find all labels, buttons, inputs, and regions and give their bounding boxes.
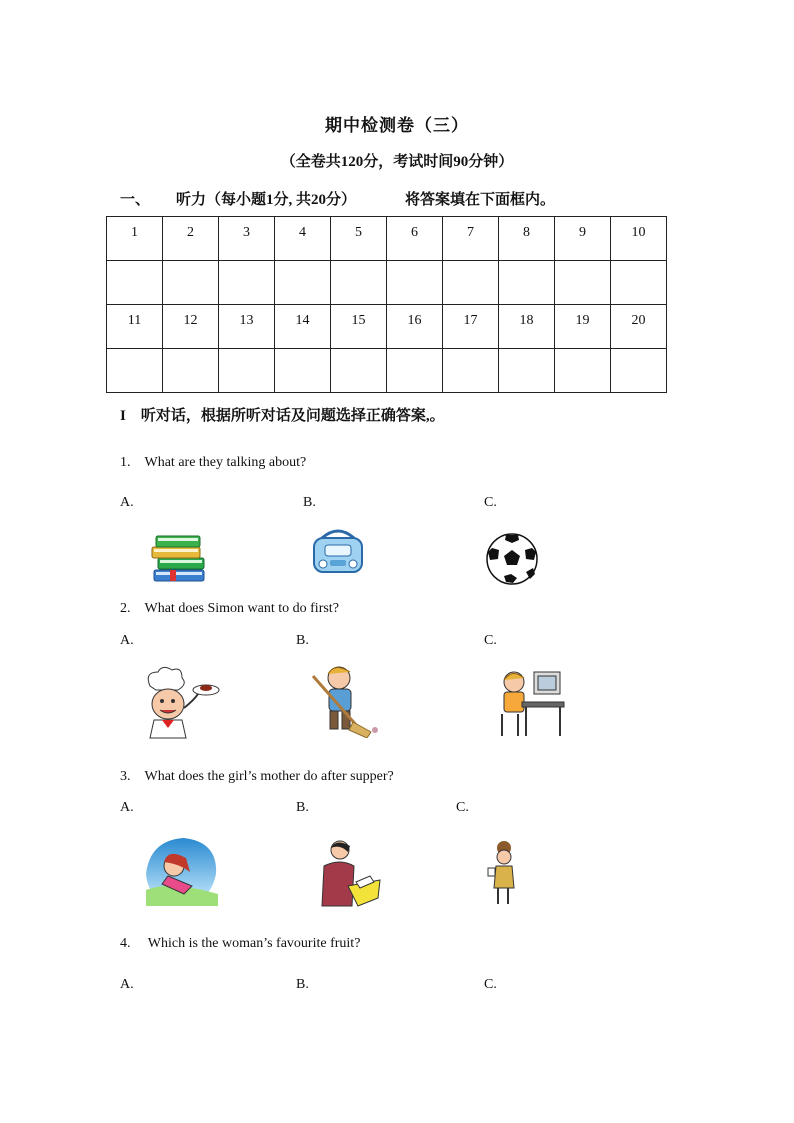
option-c[interactable]: C. (484, 495, 497, 510)
section-heading: 听力（每小题1分, 共20分） (176, 192, 357, 208)
option-b[interactable]: B. (296, 800, 309, 815)
answer-cell[interactable] (443, 261, 499, 305)
sweeping-boy-icon (305, 662, 383, 738)
football-icon (484, 532, 540, 586)
answer-cell[interactable] (611, 349, 667, 393)
answer-cell[interactable] (275, 261, 331, 305)
answer-cell[interactable] (219, 261, 275, 305)
woman-drinking-icon (484, 838, 524, 908)
table-cell: 11 (107, 305, 163, 349)
answer-table (106, 216, 667, 393)
option-c[interactable]: C. (484, 633, 497, 648)
option-a[interactable]: A. (120, 800, 134, 815)
radio-icon (308, 526, 368, 578)
table-cell: 20 (611, 305, 667, 349)
table-row (107, 217, 667, 261)
answer-cell[interactable] (107, 261, 163, 305)
table-cell: 8 (499, 217, 555, 261)
table-row (107, 305, 667, 349)
answer-cell[interactable] (163, 349, 219, 393)
table-cell: 16 (387, 305, 443, 349)
option-a[interactable]: A. (120, 495, 134, 510)
books-icon (150, 530, 210, 585)
chef-icon (140, 664, 222, 740)
option-a[interactable]: A. (120, 977, 134, 992)
answer-cell[interactable] (499, 349, 555, 393)
table-cell: 4 (275, 217, 331, 261)
answer-cell[interactable] (219, 349, 275, 393)
ironing-woman-icon (318, 836, 384, 908)
question-4: 4. Which is the woman’s favourite fruit? (120, 936, 361, 951)
section-number: 一、 (120, 192, 151, 208)
answer-cell[interactable] (499, 261, 555, 305)
table-cell: 19 (555, 305, 611, 349)
answer-cell[interactable] (387, 349, 443, 393)
answer-cell[interactable] (555, 261, 611, 305)
answer-row (107, 349, 667, 393)
girl-swing-icon (140, 834, 220, 908)
page-title: 期中检测卷（三） (325, 116, 469, 135)
option-b[interactable]: B. (303, 495, 316, 510)
question-1: 1. What are they talking about? (120, 455, 307, 470)
computer-boy-icon (494, 662, 570, 738)
part-heading: I 听对话，根据所听对话及问题选择正确答案,。 (120, 408, 445, 424)
answer-cell[interactable] (275, 349, 331, 393)
table-cell: 2 (163, 217, 219, 261)
question-3: 3. What does the girl’s mother do after supper? (120, 769, 394, 784)
answer-cell[interactable] (163, 261, 219, 305)
answer-row (107, 261, 667, 305)
table-cell: 15 (331, 305, 387, 349)
answer-cell[interactable] (331, 349, 387, 393)
answer-cell[interactable] (107, 349, 163, 393)
table-cell: 14 (275, 305, 331, 349)
table-cell: 13 (219, 305, 275, 349)
answer-cell[interactable] (611, 261, 667, 305)
table-cell: 6 (387, 217, 443, 261)
answer-cell[interactable] (443, 349, 499, 393)
option-b[interactable]: B. (296, 977, 309, 992)
answer-cell[interactable] (387, 261, 443, 305)
table-cell: 17 (443, 305, 499, 349)
table-cell: 5 (331, 217, 387, 261)
option-a[interactable]: A. (120, 633, 134, 648)
question-2: 2. What does Simon want to do first? (120, 601, 339, 616)
answer-cell[interactable] (555, 349, 611, 393)
answer-cell[interactable] (331, 261, 387, 305)
option-c[interactable]: C. (484, 977, 497, 992)
table-cell: 1 (107, 217, 163, 261)
exam-info: （全卷共120分，考试时间90分钟） (280, 154, 514, 170)
table-cell: 12 (163, 305, 219, 349)
table-cell: 18 (499, 305, 555, 349)
option-b[interactable]: B. (296, 633, 309, 648)
table-cell: 10 (611, 217, 667, 261)
section-note: 将答案填在下面框内。 (405, 192, 556, 208)
table-cell: 7 (443, 217, 499, 261)
table-cell: 9 (555, 217, 611, 261)
table-cell: 3 (219, 217, 275, 261)
option-c[interactable]: C. (456, 800, 469, 815)
